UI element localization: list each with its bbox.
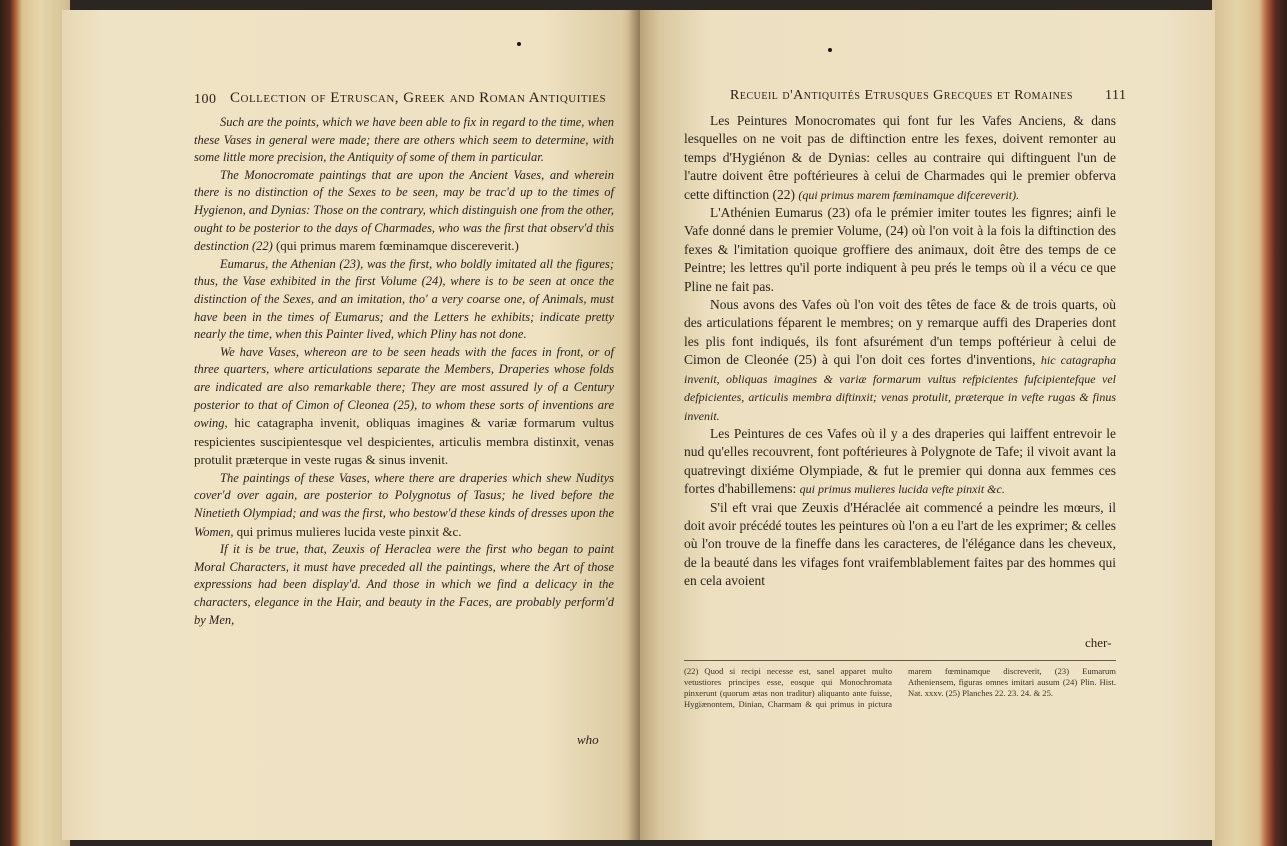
footnote-rule <box>684 660 1116 661</box>
left-paragraph <box>194 344 614 470</box>
left-page-number: 100 <box>194 92 217 107</box>
right-running-head: Recueil d'Antiquités Etrusques Grecques et Romaines <box>730 88 1073 103</box>
right-paragraph <box>684 296 1116 425</box>
page-speck <box>517 42 521 46</box>
right-page-edges <box>1212 0 1287 846</box>
right-page <box>640 10 1215 840</box>
left-paragraph: Such are the points, which we have been able to fix in regard to the time, when these Vases in general were made; there are others which seem to determine, with some little more precision, the Antiquity of some of them in particular. <box>194 115 614 165</box>
left-page <box>62 10 640 840</box>
left-paragraph: Eumarus, the Athenian (23), was the first, who boldly imitated all the figures; thus, the Vase exhibited in the first Volume (24), where is to be seen at once the distinction of the Sexes, and an imitation, tho' a very coarse one, of Animals, must have been in the times of Eumarus; and the Letters he exhibits; indicate pretty nearly the time, when this Painter lived, which Pliny has not done. <box>194 256 614 342</box>
right-paragraph-text: Nous avons des Vafes où l'on voit des têtes de face & de trois quarts, où des articulations féparent le membres; on y remarque auffi des Draperies dont les plis font indiqués, ils font afsurément d'un temps poftérieur à celui de Cimon de Cleonée (25) à qui l'on doit ces fortes d'inventions, <box>684 297 1116 368</box>
right-paragraph: L'Athénien Eumarus (23) ofa le prémier imiter toutes les fignres; ainfi le Vafe donné dans le premier Volume, (24) où l'on voit à la fois la diftinction des fexes & l'imitation quoique groffiere des animaux, doit être des temps de ce Peintre; les lettres qu'il porte indiquent à peu prés le temps où il a vécu ce que Pline ne fait pas. <box>684 205 1116 294</box>
latin-quote: qui primus mulieres lucida vefte pinxit &c. <box>799 482 1005 497</box>
left-catchword: who <box>577 732 599 747</box>
right-paragraph-text: Les Peintures Monocromates qui font fur les Vafes Anciens, & dans lesquelles on ne voit pas de diftinction entre les fexes, doivent remonter au temps d'Hygiénon & de Dynias: celles au contraire qui diftinguent l'un de l'autre doivent être poftérieures à celui de Charmades qui le premier obferva cette diftinction (22) <box>684 113 1116 202</box>
latin-quote: (qui primus marem fœminamque discereverit.) <box>275 238 519 254</box>
left-running-head: Collection of Etruscan, Greek and Roman Antiquities <box>230 90 607 106</box>
right-body-text <box>684 112 1116 591</box>
latin-quote: (qui primus marem fœminamque difcereverit). <box>798 187 1020 202</box>
right-page-number: 111 <box>1105 88 1127 103</box>
latin-quote: hic catagrapha invenit, obliquas imagines & variæ formarum vultus respicientes suscipientesque vel despicientes, articulis membra distinxit, venas protulit præterque in veste rugas & sinus invenit. <box>194 415 614 468</box>
left-paragraph <box>194 470 614 541</box>
page-speck <box>828 48 832 52</box>
right-paragraph <box>684 425 1116 499</box>
right-paragraph-text: Les Peintures de ces Vafes où il y a des draperies qui laiffent entrevoir le nud qu'elles recouvrent, font poftérieures à Polygnote de Tafe; il vivoit avant la quatrevingt dixiéme Olympiade, & fut le premier qui donna aux femmes ces fortes d'habillemens: <box>684 425 1116 497</box>
right-paragraph <box>684 112 1116 204</box>
latin-quote: hic catagrapha invenit, obliquas imagines & variæ formarum vultus refpicientes fufcipientefque vel defpicientes, articulis membra diftinxit; venas protulit, præterque in vefte rugas & finus invenit. <box>684 353 1116 423</box>
left-paragraph: If it is be true, that, Zeuxis of Heraclea were the first who began to paint Moral Characters, it must have preceded all the paintings, where the Art of those expressions had been display'd. And those in which we find a delicacy in the characters, elegance in the Hair, and beauty in the Faces, are probably perform'd by Men, <box>194 542 614 627</box>
footnotes: (22) Quod si recipi necesse est, sanel apparet multo vetustiores principes esse, eosque qui Monochromata pinxerunt (quorum ætas non traditur) aliquanto ante fuisse, Hygiænontem, Dinian, Charmam & qui primus in pictura marem fœminamque discreverit, (23) Eumarum Atheniensem, figuras omnes imitari ausum (24) Plin. Hist. Nat. xxxv. (25) Planches 22. 23. 24. & 25. <box>684 666 1116 709</box>
latin-quote: qui primus mulieres lucida veste pinxit &c. <box>236 523 462 539</box>
left-body-text <box>194 114 614 629</box>
right-catchword: cher- <box>1085 635 1112 650</box>
right-paragraph: S'il eft vrai que Zeuxis d'Héraclée ait commencé a peindre les mœurs, il doit avoir précédé toutes les peintures où l'on a eu l'art de les exprimer; & celles où l'on trouve de la fineffe dans les caracteres, de l'élégance dans les cheveux, de la beauté dans les vifages font vraifemblablement faites par des hommes qui en cela avoient <box>684 499 1116 589</box>
left-page-edges <box>0 0 70 846</box>
left-paragraph-text: We have Vases, whereon are to be seen heads with the faces in front, or of three quarters, where articulations separate the Members, Draperies whose folds are indicated are also remarkable there; They are most assured ly of a Century posterior to that of Cimon of Cleonea (25), to whom these sorts of inventions are owing, <box>194 344 614 431</box>
left-paragraph-text: The Monocromate paintings that are upon the Ancient Vases, and wherein there is no distinction of the Sexes to be seen, may be trac'd up to the times of Hygienon, and Dynias: Those on the contrary, which distinguish one from the other, ought to be posterior to the days of Charmades, who was the first that observ'd this destinction (22) <box>194 167 614 254</box>
left-paragraph-text: The paintings of these Vases, where there are draperies which shew Nuditys cover'd over again, are posterior to Polygnotus of Tasus; he lived before the Ninetieth Olympiad; and was the first, who bestow'd these kinds of dresses upon the Women, <box>194 470 614 539</box>
left-paragraph <box>194 167 614 256</box>
